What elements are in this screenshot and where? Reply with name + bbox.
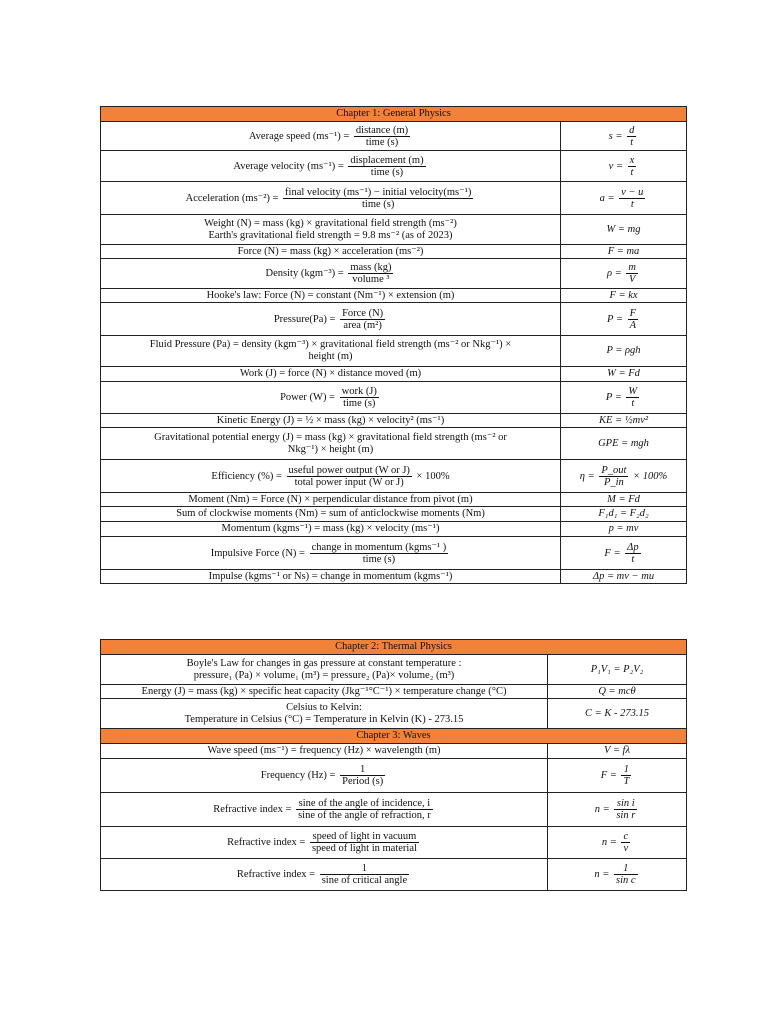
table-row	[101, 744, 687, 759]
symbol-numerator: F	[629, 307, 636, 319]
table-row	[101, 336, 687, 367]
formula-cell	[101, 699, 548, 729]
formula-cell: Energy (J) = mass (kg) × specific heat capacity (Jkg⁻¹°C⁻¹) × temperature change (°C)	[101, 685, 548, 699]
symbol-cell: F = ma	[561, 245, 687, 259]
symbol-cell	[548, 859, 687, 891]
symbol-numerator: 1	[621, 764, 631, 776]
numerator: displacement (m)	[350, 154, 424, 166]
symbol-fraction	[621, 764, 631, 787]
formula-cell: Force (N) = mass (kg) × acceleration (ms⁻²)	[101, 245, 561, 259]
symbol-lhs: n =	[601, 836, 617, 848]
fraction	[340, 308, 385, 331]
formula-lhs: Impulsive Force (N) =	[210, 547, 305, 559]
symbol-fraction	[614, 863, 638, 886]
chapter2-title: Chapter 2: Thermal Physics	[101, 640, 687, 655]
symbol-cell: F = kx	[561, 289, 687, 303]
numerator: mass (kg)	[350, 262, 392, 273]
table-row	[101, 793, 687, 827]
formula-lhs: Power (W) =	[280, 391, 335, 403]
chapter2-header-row	[101, 640, 687, 655]
formula-line: Celsius to Kelvin:	[286, 701, 362, 713]
denominator: Period (s)	[342, 776, 384, 787]
formula-cell	[101, 859, 548, 891]
formula-lhs: Efficiency (%) =	[211, 470, 282, 482]
symbol-numerator: 1	[614, 863, 638, 875]
symbol-numerator: sin i	[614, 798, 637, 810]
fraction	[354, 125, 410, 148]
symbol-cell: KE = ½mv²	[561, 414, 687, 428]
chapter2-3-table	[100, 639, 687, 891]
denominator: area (m²)	[343, 319, 382, 331]
symbol-fraction	[625, 542, 640, 565]
symbol-cell: Q = mcθ	[548, 685, 687, 699]
symbol-denominator: t	[630, 198, 634, 210]
symbol-cell	[548, 827, 687, 859]
formula-lhs: Refractive index =	[236, 868, 316, 880]
formula-lhs: Density (kgm⁻³) =	[265, 267, 344, 279]
formula-line: Boyle's Law for changes in gas pressure at constant temperature :	[186, 657, 462, 669]
formula-cell	[101, 827, 548, 859]
symbol-lhs: η =	[579, 470, 595, 482]
symbol-cell: p = mv	[561, 522, 687, 537]
formula-cell: Kinetic Energy (J) = ½ × mass (kg) × velocity² (ms⁻¹)	[101, 414, 561, 428]
symbol-numerator: W	[628, 386, 638, 397]
symbol-cell: C = K - 273.15	[548, 699, 687, 729]
numerator: 1	[340, 764, 385, 776]
fraction	[340, 386, 379, 409]
numerator: Force (N)	[342, 307, 384, 319]
symbol-fraction	[626, 386, 639, 409]
symbol-denominator: P_in	[603, 476, 624, 488]
table-row	[101, 259, 687, 289]
fraction	[348, 155, 425, 178]
table-row	[101, 245, 687, 259]
denominator: volume ³	[352, 274, 390, 285]
formula-cell: Momentum (kgms⁻¹) = mass (kg) × velocity (ms⁻¹)	[101, 522, 561, 537]
formula-line: Weight (N) = mass (kg) × gravitational field strength (ms⁻²)	[204, 217, 457, 229]
table-row	[101, 493, 687, 507]
symbol-numerator: d	[629, 124, 635, 136]
table-row	[101, 685, 687, 699]
denominator: time (s)	[362, 198, 395, 210]
formula-cell	[101, 537, 561, 570]
table-row	[101, 382, 687, 414]
chapter3-header-row	[101, 729, 687, 744]
table-row	[101, 859, 687, 891]
symbol-fraction	[628, 308, 638, 331]
symbol-cell: W = mg	[561, 215, 687, 245]
formula-cell	[101, 460, 561, 493]
symbol-denominator: t	[631, 553, 635, 565]
formula-cell: Work (J) = force (N) × distance moved (m)	[101, 367, 561, 382]
formula-line: Earth's gravitational field strength = 9.8 ms⁻² (as of 2023)	[208, 229, 453, 241]
table-row	[101, 655, 687, 685]
formula-cell	[101, 259, 561, 289]
formula-cell: Impulse (kgms⁻¹ or Ns) = change in momentum (kgms⁻¹)	[101, 570, 561, 584]
symbol-cell: GPE = mgh	[561, 428, 687, 460]
symbol-cell	[561, 182, 687, 215]
formula-cell	[101, 382, 561, 414]
formula-line: height (m)	[308, 351, 353, 362]
symbol-denominator: A	[629, 319, 636, 331]
fraction	[348, 262, 393, 285]
formula-cell	[101, 336, 561, 367]
symbol-cell: V = fλ	[548, 744, 687, 759]
table-row	[101, 522, 687, 537]
denominator: speed of light in material	[311, 843, 417, 854]
formula-cell: Hooke's law: Force (N) = constant (Nm⁻¹) × extension (m)	[101, 289, 561, 303]
symbol-fraction	[619, 187, 645, 210]
symbol-denominator: sin r	[616, 810, 636, 821]
formula-line: Nkg⁻¹) × height (m)	[287, 443, 374, 455]
table-row	[101, 151, 687, 182]
formula-lhs: Acceleration (ms⁻²) =	[185, 192, 279, 204]
formula-line: Temperature in Celsius (°C) = Temperature in Kelvin (K) - 273.15	[184, 713, 464, 725]
symbol-lhs: P =	[605, 391, 622, 403]
formula-lhs: Pressure(Pa) =	[273, 313, 336, 325]
table-row	[101, 699, 687, 729]
symbol-cell	[561, 122, 687, 151]
numerator: useful power output (W or J)	[288, 464, 410, 476]
symbol-cell: P = ρgh	[561, 336, 687, 367]
fraction	[340, 764, 385, 787]
formula-rhs: × 100%	[416, 470, 450, 482]
symbol-denominator: t	[630, 136, 634, 148]
symbol-fraction	[621, 831, 630, 854]
symbol-denominator: v	[623, 843, 629, 854]
formula-cell	[101, 428, 561, 460]
table-row	[101, 215, 687, 245]
formula-cell	[101, 303, 561, 336]
symbol-numerator: P_out	[601, 464, 627, 476]
symbol-lhs: n =	[594, 868, 610, 880]
fraction	[296, 798, 433, 821]
symbol-cell: M = Fd	[561, 493, 687, 507]
symbol-lhs: n =	[594, 803, 610, 815]
denominator: sine of critical angle	[321, 875, 408, 886]
formula-lhs: Refractive index =	[227, 836, 306, 848]
formula-cell	[101, 655, 548, 685]
symbol-cell	[561, 151, 687, 182]
symbol-lhs: v =	[608, 160, 624, 172]
symbol-denominator: V	[628, 274, 636, 285]
formula-line: Fluid Pressure (Pa) = density (kgm⁻³) × gravitational field strength (ms⁻² or Nkg⁻¹) ×	[149, 339, 512, 350]
symbol-cell	[548, 759, 687, 793]
numerator: sine of the angle of incidence, i	[296, 798, 433, 810]
table-row	[101, 367, 687, 382]
table-row	[101, 289, 687, 303]
denominator: time (s)	[370, 166, 404, 178]
table-row	[101, 414, 687, 428]
formula-cell	[101, 151, 561, 182]
formula-lhs: Frequency (Hz) =	[260, 769, 336, 781]
symbol-fraction	[628, 155, 637, 178]
table-row	[101, 428, 687, 460]
numerator: final velocity (ms⁻¹) − initial velocity(ms⁻¹)	[285, 186, 472, 198]
denominator: time (s)	[343, 398, 376, 409]
formula-lhs: Average speed (ms⁻¹) =	[248, 130, 350, 142]
symbol-numerator: Δp	[627, 541, 639, 553]
formula-cell: Sum of clockwise moments (Nm) = sum of anticlockwise moments (Nm)	[101, 507, 561, 522]
table-row	[101, 303, 687, 336]
symbol-denominator: t	[631, 398, 635, 409]
denominator: time (s)	[362, 553, 396, 565]
formula-cell	[101, 182, 561, 215]
symbol-cell: F₁d₁ = F₂d₂	[561, 507, 687, 522]
table-row	[101, 827, 687, 859]
numerator: work (J)	[341, 386, 377, 397]
fraction	[283, 187, 473, 210]
denominator: sine of the angle of refraction, r	[298, 810, 431, 821]
symbol-lhs: P =	[607, 313, 623, 325]
symbol-denominator: t	[630, 166, 634, 178]
formula-cell	[101, 759, 548, 793]
symbol-numerator: v − u	[621, 186, 644, 198]
symbol-cell	[561, 382, 687, 414]
table-row	[101, 122, 687, 151]
symbol-numerator: m	[628, 262, 636, 273]
table-row	[101, 507, 687, 522]
formula-lhs: Refractive index =	[213, 803, 292, 815]
symbol-lhs: a =	[599, 192, 615, 204]
numerator: 1	[320, 863, 409, 875]
formula-cell: Wave speed (ms⁻¹) = frequency (Hz) × wavelength (m)	[101, 744, 548, 759]
fraction	[320, 863, 409, 886]
formula-cell	[101, 122, 561, 151]
symbol-fraction	[614, 798, 637, 821]
denominator: time (s)	[365, 136, 399, 148]
symbol-rhs: × 100%	[633, 470, 668, 482]
chapter1-header-row	[101, 107, 687, 122]
symbol-cell	[561, 303, 687, 336]
chapter3-title: Chapter 3: Waves	[101, 729, 687, 744]
numerator: distance (m)	[355, 124, 409, 136]
symbol-fraction	[599, 465, 628, 488]
symbol-cell	[548, 793, 687, 827]
formula-line: Gravitational potential energy (J) = mass (kg) × gravitational field strength (ms⁻² or	[154, 431, 507, 443]
table-row	[101, 759, 687, 793]
table-row	[101, 182, 687, 215]
denominator: total power input (W or J)	[294, 476, 404, 488]
symbol-fraction	[626, 262, 638, 285]
formula-cell	[101, 793, 548, 827]
numerator: speed of light in vacuum	[310, 831, 419, 843]
formula-cell: Moment (Nm) = Force (N) × perpendicular distance from pivot (m)	[101, 493, 561, 507]
symbol-cell: Δp = mv − mu	[561, 570, 687, 584]
formula-cell	[101, 215, 561, 245]
symbol-numerator: c	[623, 831, 629, 842]
symbol-cell: W = Fd	[561, 367, 687, 382]
table-row	[101, 570, 687, 584]
symbol-numerator: x	[629, 154, 635, 166]
table-row	[101, 460, 687, 493]
symbol-denominator: T	[623, 776, 630, 787]
fraction	[310, 831, 419, 854]
symbol-fraction	[627, 125, 636, 148]
symbol-cell	[561, 460, 687, 493]
fraction	[287, 465, 412, 488]
formula-lhs: Average velocity (ms⁻¹) =	[233, 160, 344, 172]
symbol-cell	[561, 259, 687, 289]
symbol-lhs: ρ =	[607, 267, 622, 279]
symbol-lhs: s =	[608, 130, 623, 142]
symbol-lhs: F =	[604, 547, 621, 559]
symbol-cell: P₁V₁ = P₂V₂	[548, 655, 687, 685]
numerator: change in momentum (kgms⁻¹ )	[311, 541, 447, 553]
fraction	[310, 542, 449, 565]
symbol-lhs: F =	[600, 769, 617, 781]
table-row	[101, 537, 687, 570]
chapter1-title: Chapter 1: General Physics	[101, 107, 687, 122]
chapter1-table	[100, 106, 687, 584]
symbol-cell	[561, 537, 687, 570]
formula-line: pressure₁ (Pa) × volume₁ (m³) = pressure₂ (Pa)× volume₂ (m³)	[193, 669, 455, 681]
symbol-denominator: sin c	[616, 875, 636, 886]
